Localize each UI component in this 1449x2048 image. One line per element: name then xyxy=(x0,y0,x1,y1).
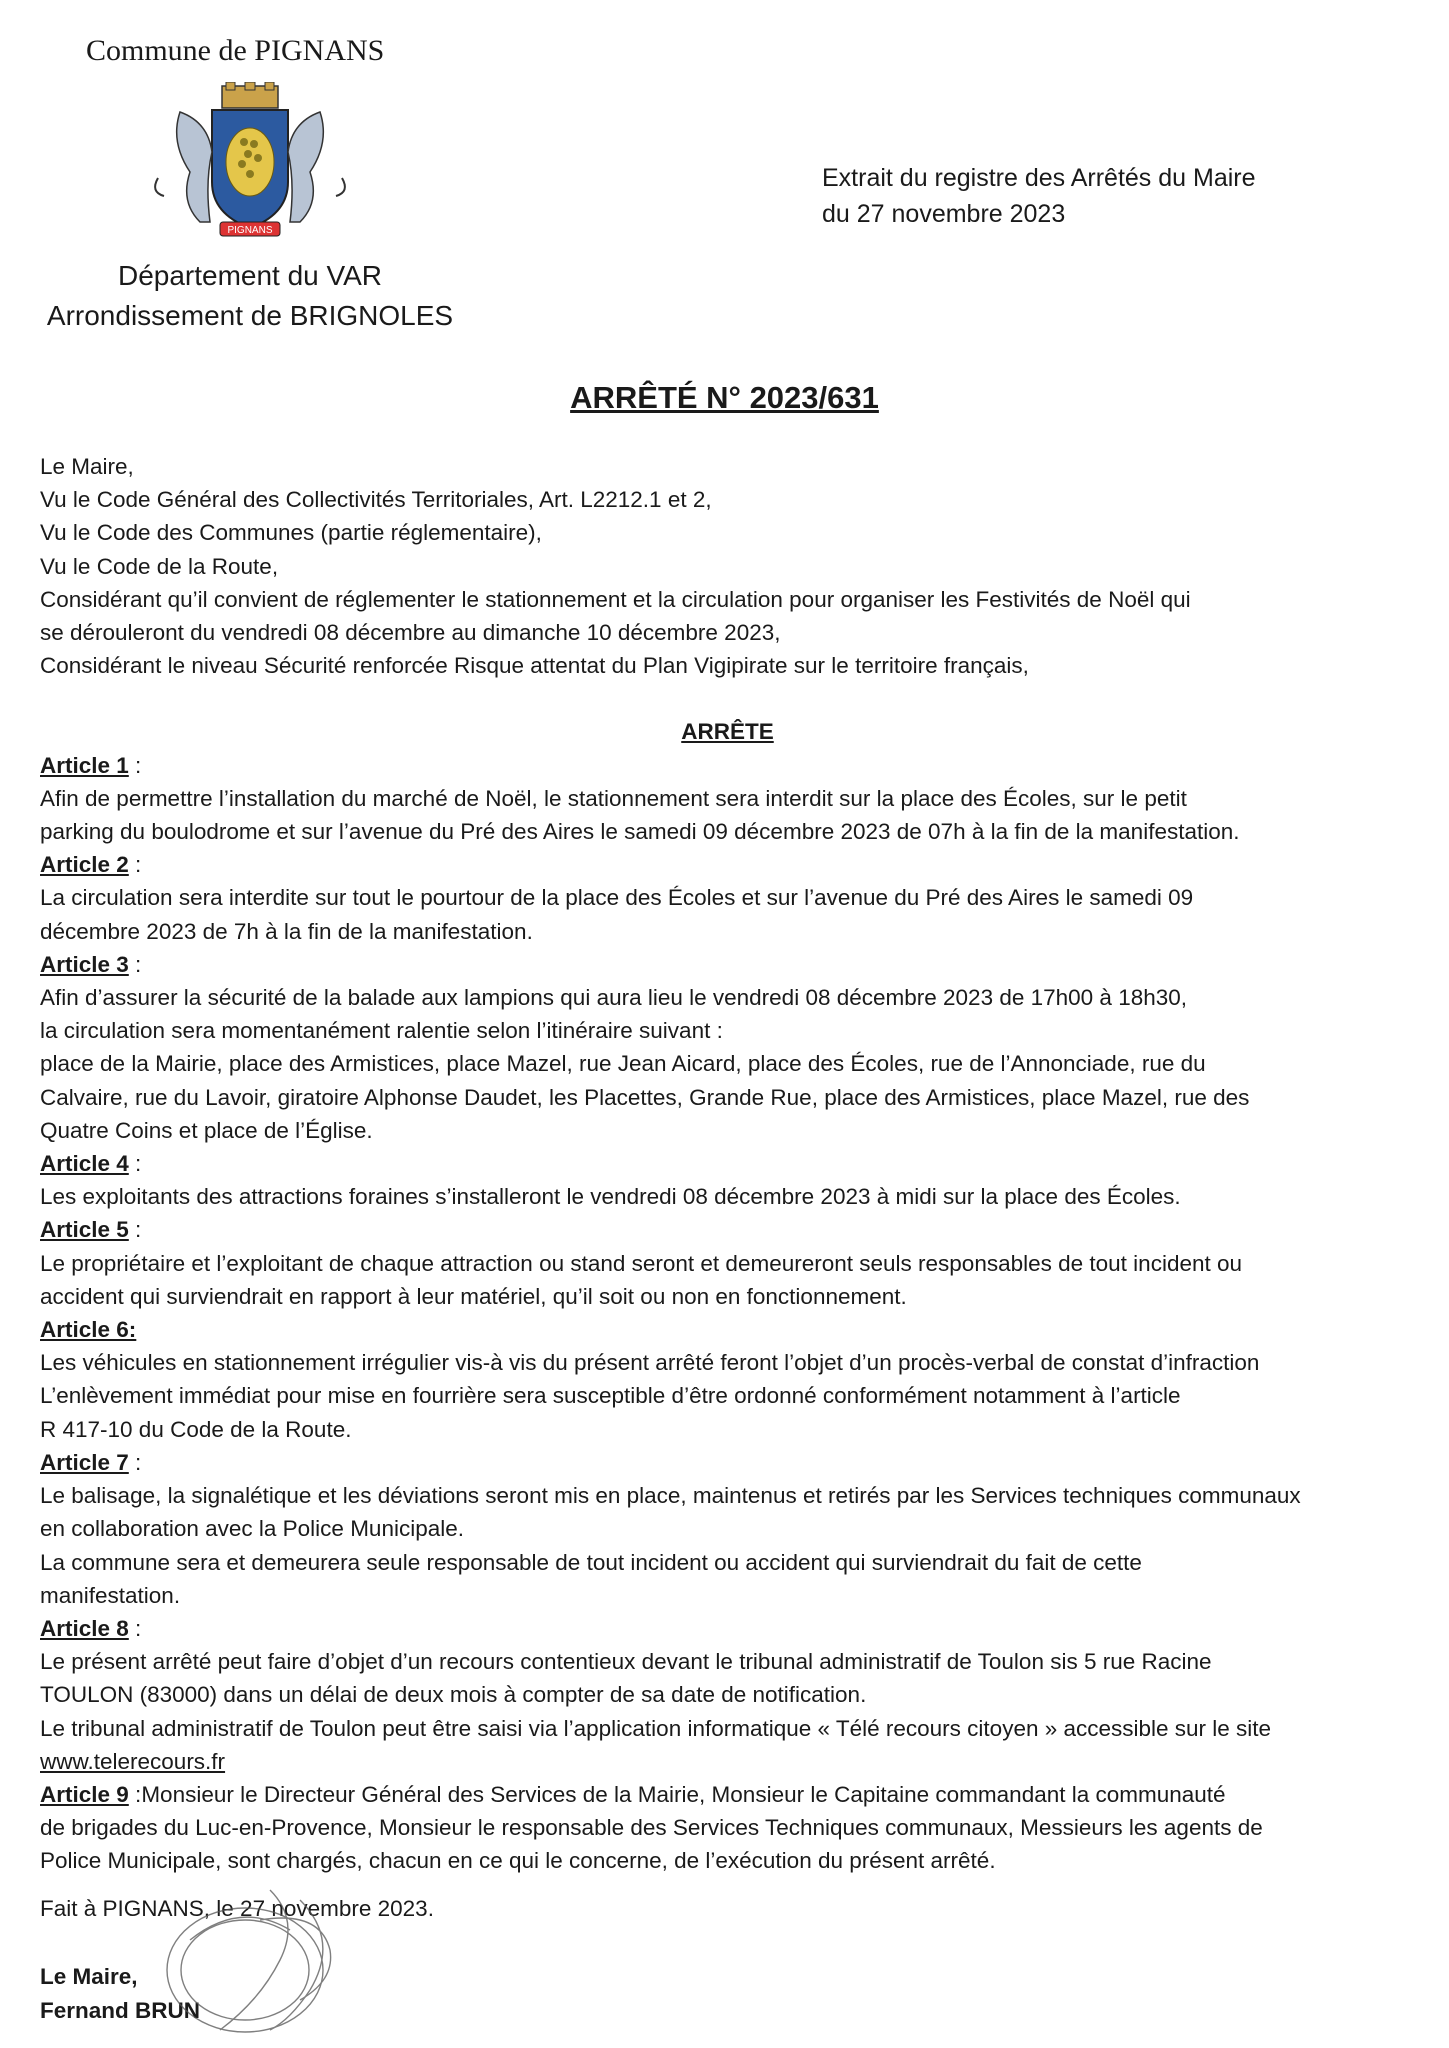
preamble-line: Vu le Code de la Route, xyxy=(40,553,279,579)
department: Département du VAR xyxy=(117,260,383,291)
article-label-suffix: : xyxy=(128,752,142,778)
article-line: en collaboration avec la Police Municipale. xyxy=(40,1516,464,1542)
article-line: La commune sera et demeurera seule responsable de tout incident ou accident qui surviendrait du fait de cette xyxy=(40,1549,1142,1575)
article-label-suffix: : xyxy=(128,1151,142,1177)
article-line: Quatre Coins et place de l’Église. xyxy=(40,1117,373,1143)
arrondissement: Arrondissement de BRIGNOLES xyxy=(46,300,454,331)
article-line: manifestation. xyxy=(40,1582,181,1608)
article-line: Les véhicules en stationnement irrégulier vis-à vis du présent arrêté feront l’objet d’un procès-verbal de constat d’infraction xyxy=(40,1350,1260,1376)
article-label: Article 1 xyxy=(40,752,129,778)
article-heading xyxy=(40,1778,1395,1811)
article-label: Article 2 xyxy=(40,852,129,878)
article-label: Article 4 xyxy=(40,1151,129,1177)
article-line: Le propriétaire et l’exploitant de chaque attraction ou stand seront et demeureront seuls responsables de tout incident ou xyxy=(40,1250,1243,1276)
article-heading xyxy=(40,1612,1395,1645)
article-heading xyxy=(40,1147,1395,1180)
arrete-heading: ARRÊTE xyxy=(681,719,774,745)
article-line: de brigades du Luc-en-Provence, Monsieur le responsable des Services Techniques communaux, Messieurs les agents de xyxy=(40,1815,1263,1841)
extract-date: du 27 novembre 2023 xyxy=(822,200,1066,228)
article-line: Calvaire, rue du Lavoir, giratoire Alphonse Daudet, les Placettes, Grande Rue, place des Armistices, place Mazel, rue des xyxy=(40,1084,1250,1110)
article-line: parking du boulodrome et sur l’avenue du Pré des Aires le samedi 09 décembre 2023 de 07h à la fin de la manifestation. xyxy=(40,819,1240,845)
article-label: Article 3 xyxy=(40,951,129,977)
article-label: Article 5 xyxy=(40,1217,129,1243)
signer-name: Fernand BRUN xyxy=(40,1998,201,2023)
article-line: accident qui surviendrait en rapport à leur matériel, qu’il soit ou non en fonctionnement. xyxy=(40,1283,907,1309)
extract-line: Extrait du registre des Arrêtés du Maire xyxy=(822,164,1256,192)
article-heading xyxy=(40,1446,1395,1479)
document-body xyxy=(40,450,1395,1878)
article-line: Le présent arrêté peut faire d’objet d’un recours contentieux devant le tribunal administratif de Toulon sis 5 rue Racine xyxy=(40,1649,1212,1675)
spacer xyxy=(40,682,1395,715)
article-line: Afin de permettre l’installation du marché de Noël, le stationnement sera interdit sur la place des Écoles, sur le petit xyxy=(40,785,1187,811)
article-label-suffix: : xyxy=(128,852,142,878)
preamble-line: Vu le Code des Communes (partie réglementaire), xyxy=(40,520,542,546)
article-label-suffix: : xyxy=(128,1449,142,1475)
article-line: Afin d’assurer la sécurité de la balade aux lampions qui aura lieu le vendredi 08 décembre 2023 de 17h00 à 18h30, xyxy=(40,985,1188,1011)
article-heading xyxy=(40,948,1395,981)
article-line: R 417-10 du Code de la Route. xyxy=(40,1416,352,1442)
article-line: place de la Mairie, place des Armistices, place Mazel, rue Jean Aicard, place des Écoles, rue de l’Annonciade, rue du xyxy=(40,1051,1206,1077)
department-block xyxy=(40,256,460,336)
article-heading xyxy=(40,749,1395,782)
preamble-line: se dérouleront du vendredi 08 décembre au dimanche 10 décembre 2023, xyxy=(40,620,781,646)
article-line: Les exploitants des attractions foraines s’installeront le vendredi 08 décembre 2023 à midi sur la place des Écoles. xyxy=(40,1184,1181,1210)
article-line: Police Municipale, sont chargés, chacun en ce qui le concerne, de l’exécution du présent arrêté. xyxy=(40,1848,996,1874)
article-label-suffix: : xyxy=(128,1217,142,1243)
document-title: ARRÊTÉ N° 2023/631 xyxy=(570,380,879,415)
commune-name: Commune de PIGNANS xyxy=(86,34,385,67)
article-line: décembre 2023 de 7h à la fin de la manifestation. xyxy=(40,918,533,944)
article-label: Article 7 xyxy=(40,1449,129,1475)
article-line: L’enlèvement immédiat pour mise en fourrière sera susceptible d’être ordonné conformément notamment à l’article xyxy=(40,1383,1181,1409)
article-heading xyxy=(40,848,1395,881)
article-label: Article 9 xyxy=(40,1781,129,1807)
article-label: Article 6: xyxy=(40,1317,137,1343)
article-line: Le balisage, la signalétique et les déviations seront mis en place, maintenus et retirés par les Services techniques communaux xyxy=(40,1483,1301,1509)
article-label-suffix: : xyxy=(128,1781,142,1807)
article-link-line xyxy=(40,1745,1395,1778)
article-heading xyxy=(40,1313,1395,1346)
signer-role: Le Maire, xyxy=(40,1964,138,1989)
article-label: Article 8 xyxy=(40,1615,129,1641)
signature-stamp xyxy=(150,1880,410,2040)
article-heading xyxy=(40,1213,1395,1246)
article-line: Le tribunal administratif de Toulon peut être saisi via l’application informatique « Télé recours citoyen » accessible sur le site xyxy=(40,1715,1272,1741)
place-date: Fait à PIGNANS, le 27 novembre 2023. xyxy=(40,1896,434,1921)
article-line: La circulation sera interdite sur tout le pourtour de la place des Écoles et sur l’avenue du Pré des Aires le samedi 09 xyxy=(40,885,1194,911)
article-line: la circulation sera momentanément ralentie selon l’itinéraire suivant : xyxy=(40,1018,723,1044)
preamble-line: Considérant le niveau Sécurité renforcée Risque attentat du Plan Vigipirate sur le territoire français, xyxy=(40,653,1029,679)
article-label-suffix: : xyxy=(128,1615,142,1641)
preamble-line: Vu le Code Général des Collectivités Territoriales, Art. L2212.1 et 2, xyxy=(40,487,712,513)
commune-crest-logo xyxy=(150,82,350,240)
article-label-suffix: : xyxy=(128,951,142,977)
telerecours-link[interactable]: www.telerecours.fr xyxy=(40,1748,226,1774)
article-inline-text: Monsieur le Directeur Général des Services de la Mairie, Monsieur le Capitaine commandant la communauté xyxy=(141,1781,1226,1807)
preamble-line: Le Maire, xyxy=(40,454,134,479)
register-extract xyxy=(822,160,1256,232)
preamble-line: Considérant qu’il convient de réglementer le stationnement et la circulation pour organiser les Festivités de Noël qui xyxy=(40,586,1191,612)
svg-text:PIGNANS: PIGNANS xyxy=(227,225,273,236)
article-line: TOULON (83000) dans un délai de deux mois à compter de sa date de notification. xyxy=(40,1682,867,1708)
